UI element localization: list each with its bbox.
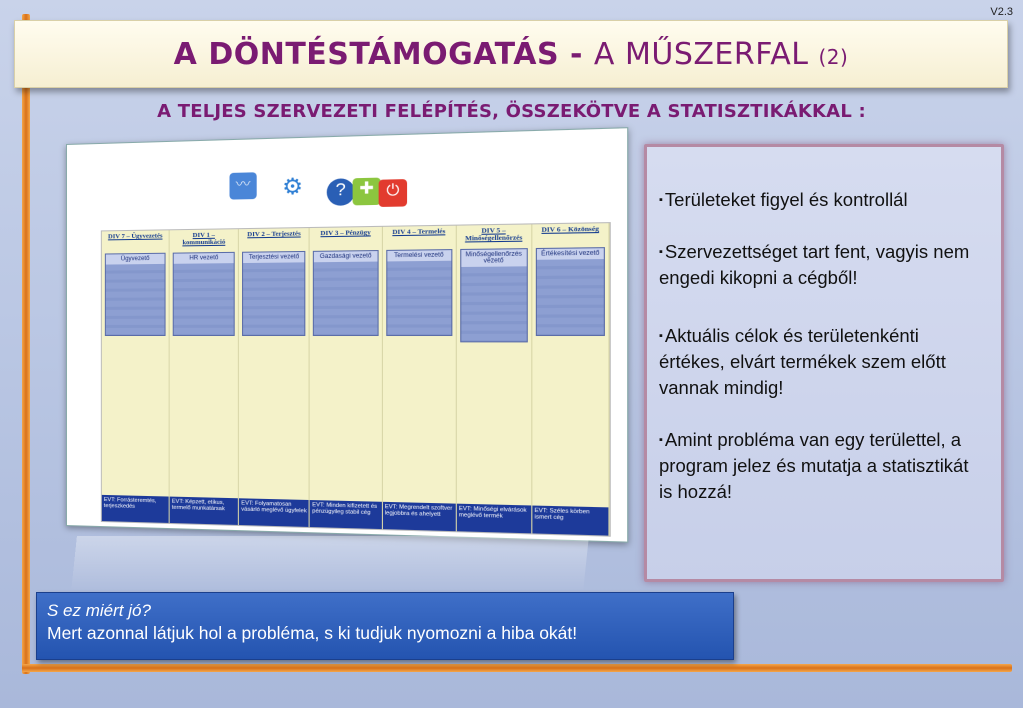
summary-answer: Mert azonnal látjuk hol a probléma, s ki tudjuk nyomozni a hiba okát! [47,623,578,643]
title-thin: A MŰSZERFAL [593,36,819,72]
org-column-header: DIV 3 – Pénzügy [320,229,371,238]
org-box-body [387,261,451,335]
org-evt-label: EVT: Forrásteremtés, terjeszkedés [102,495,169,523]
org-evt-label: EVT: Minden kifizetett és pénzügyileg stabil cég [310,500,381,529]
gear-icon: ⚙ [282,173,304,200]
org-box-title: Ügyvezető [106,254,165,265]
benefits-panel [644,144,1004,582]
dashboard-screenshot [66,118,632,553]
org-evt-label: EVT: Széles körben ismert cég [532,506,608,536]
list-item: ▪ Aktuális célok és területenkénti értékes, elvárt termékek szem előtt vannak mindig! [659,325,946,398]
org-box [173,252,235,336]
org-evt-label: EVT: Képzett, etikus, termelő munkatársak [170,497,238,525]
org-box [536,247,605,336]
page-title [174,37,849,72]
org-box [386,249,452,336]
bullet-icon: ▪ [659,434,663,446]
org-column [170,229,239,525]
benefits-list [647,147,1001,505]
title-bold: A DÖNTÉSTÁMOGATÁS - [173,36,594,72]
org-box-title: Értékesítési vezető [537,248,604,260]
chart-icon: 〰 [230,172,257,199]
page-subtitle: A TELJES SZERVEZETI FELÉPÍTÉS, ÖSSZEKÖTVE A STATISZTIKÁKKAL : [157,101,866,122]
org-evt-label: EVT: Minőségi elvárások meglévő termék [457,504,532,534]
org-box [460,248,528,342]
dashboard-window [66,127,628,543]
org-box-body [461,266,527,341]
list-item: ▪ Amint probléma van egy területtel, a program jelez és mutatja a statisztikát is hozzá! [659,429,969,502]
org-column [532,223,609,535]
dashboard-toolbar [67,128,627,227]
org-column [239,228,310,527]
list-item: ▪ Területeket figyel és kontrollál [659,189,908,210]
summary-box [36,592,734,660]
org-box-body [174,263,234,335]
summary-question: S ez miért jó? [47,601,151,620]
org-column-header: DIV 4 – Termelés [392,227,446,237]
org-box [105,253,166,336]
org-column [310,227,382,529]
org-column [457,224,533,533]
org-box-body [243,262,304,335]
org-evt-label: EVT: Folyamatosan vásárló meglévő ügyfelek [239,498,309,527]
org-chart [101,222,611,537]
org-box-body [314,262,377,335]
org-evt-label: EVT: Megrendelt szoftver legjobbra és ahelyett [383,502,456,531]
org-column-header: DIV 2 – Terjesztés [247,230,301,239]
screenshot-reflection [71,536,589,592]
puzzle-icon: ✚ [353,178,381,206]
org-box-title: Gazdasági vezető [314,251,377,262]
org-column-header: DIV 7 – Ügyvezetés [108,232,163,241]
org-column-header: DIV 5 – Minőségellenőrzés [465,226,523,243]
version-label: V2.3 [990,6,1013,18]
help-icon: ? [327,178,355,206]
bullet-icon: ▪ [659,194,663,206]
orange-horizontal-bar [22,664,1012,672]
org-box-title: HR vezető [174,253,234,264]
org-box [242,251,305,336]
org-column-header: DIV 1 – kommunikáció [182,231,226,247]
list-item: ▪ Szervezettséget tart fent, vagyis nem engedi kikopni a cégből! [659,241,970,288]
org-box-body [106,264,165,335]
org-box-title: Termelési vezető [387,250,451,261]
org-column-header: DIV 6 – Közönség [541,225,599,234]
power-icon: ⏻ [379,179,407,207]
org-box-title: Minőségellenőrzés vezető [461,249,527,267]
bullet-icon: ▪ [659,330,663,342]
org-box-title: Terjesztési vezető [243,252,304,263]
org-column [102,230,170,523]
title-number: (2) [818,44,849,69]
org-box [313,250,378,336]
title-banner [14,20,1008,88]
bullet-icon: ▪ [659,246,663,258]
org-column [383,226,457,532]
org-box-body [537,259,604,335]
